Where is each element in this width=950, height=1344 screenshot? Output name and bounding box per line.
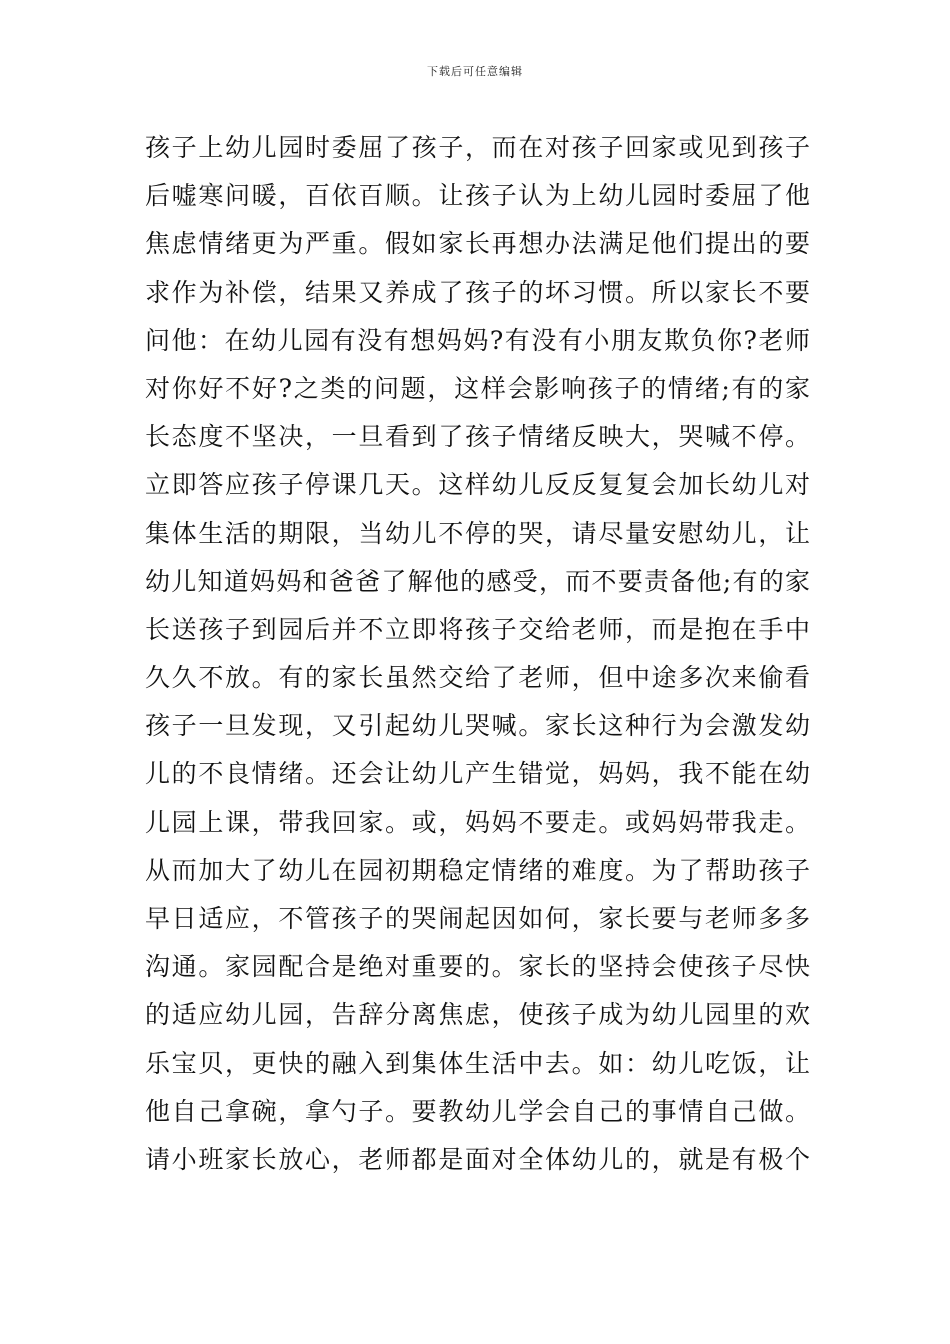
text-line: 儿的不良情绪。还会让幼儿产生错觉，妈妈，我不能在幼 <box>145 759 810 789</box>
text-line: 焦虑情绪更为严重。假如家长再想办法满足他们提出的要 <box>145 229 810 259</box>
text-line: 久久不放。有的家长虽然交给了老师，但中途多次来偷看 <box>145 663 810 693</box>
text-line: 儿园上课，带我回家。或，妈妈不要走。或妈妈带我走。 <box>145 807 810 837</box>
text-line: 对你好不好?之类的问题，这样会影响孩子的情绪;有的家 <box>145 373 810 403</box>
text-line: 集体生活的期限，当幼儿不停的哭，请尽量安慰幼儿，让 <box>145 518 810 548</box>
text-line: 问他：在幼儿园有没有想妈妈?有没有小朋友欺负你?老师 <box>145 325 810 355</box>
body-text <box>145 124 810 1184</box>
text-line: 请小班家长放心，老师都是面对全体幼儿的，就是有极个 <box>145 1144 810 1174</box>
text-line: 的适应幼儿园，告辞分离焦虑，使孩子成为幼儿园里的欢 <box>145 1000 810 1030</box>
text-line: 立即答应孩子停课几天。这样幼儿反反复复会加长幼儿对 <box>145 470 810 500</box>
text-line: 长态度不坚决，一旦看到了孩子情绪反映大，哭喊不停。 <box>145 422 810 452</box>
page-header: 下载后可任意编辑 <box>427 65 523 78</box>
text-line: 乐宝贝，更快的融入到集体生活中去。如：幼儿吃饭，让 <box>145 1048 810 1078</box>
text-line: 求作为补偿，结果又养成了孩子的坏习惯。所以家长不要 <box>145 277 810 307</box>
text-line: 他自己拿碗，拿勺子。要教幼儿学会自己的事情自己做。 <box>145 1096 810 1126</box>
text-line: 从而加大了幼儿在园初期稳定情绪的难度。为了帮助孩子 <box>145 855 810 885</box>
text-line: 早日适应，不管孩子的哭闹起因如何，家长要与老师多多 <box>145 904 810 933</box>
text-line: 长送孩子到园后并不立即将孩子交给老师，而是抱在手中 <box>145 614 810 644</box>
text-line: 孩子一旦发现，又引起幼儿哭喊。家长这种行为会激发幼 <box>145 711 810 741</box>
text-line: 孩子上幼儿园时委屈了孩子，而在对孩子回家或见到孩子 <box>145 133 810 162</box>
text-line: 后嘘寒问暖，百依百顺。让孩子认为上幼儿园时委屈了他 <box>145 181 810 211</box>
text-line: 沟通。家园配合是绝对重要的。家长的坚持会使孩子尽快 <box>145 952 810 982</box>
text-line: 幼儿知道妈妈和爸爸了解他的感受，而不要责备他;有的家 <box>145 566 810 596</box>
